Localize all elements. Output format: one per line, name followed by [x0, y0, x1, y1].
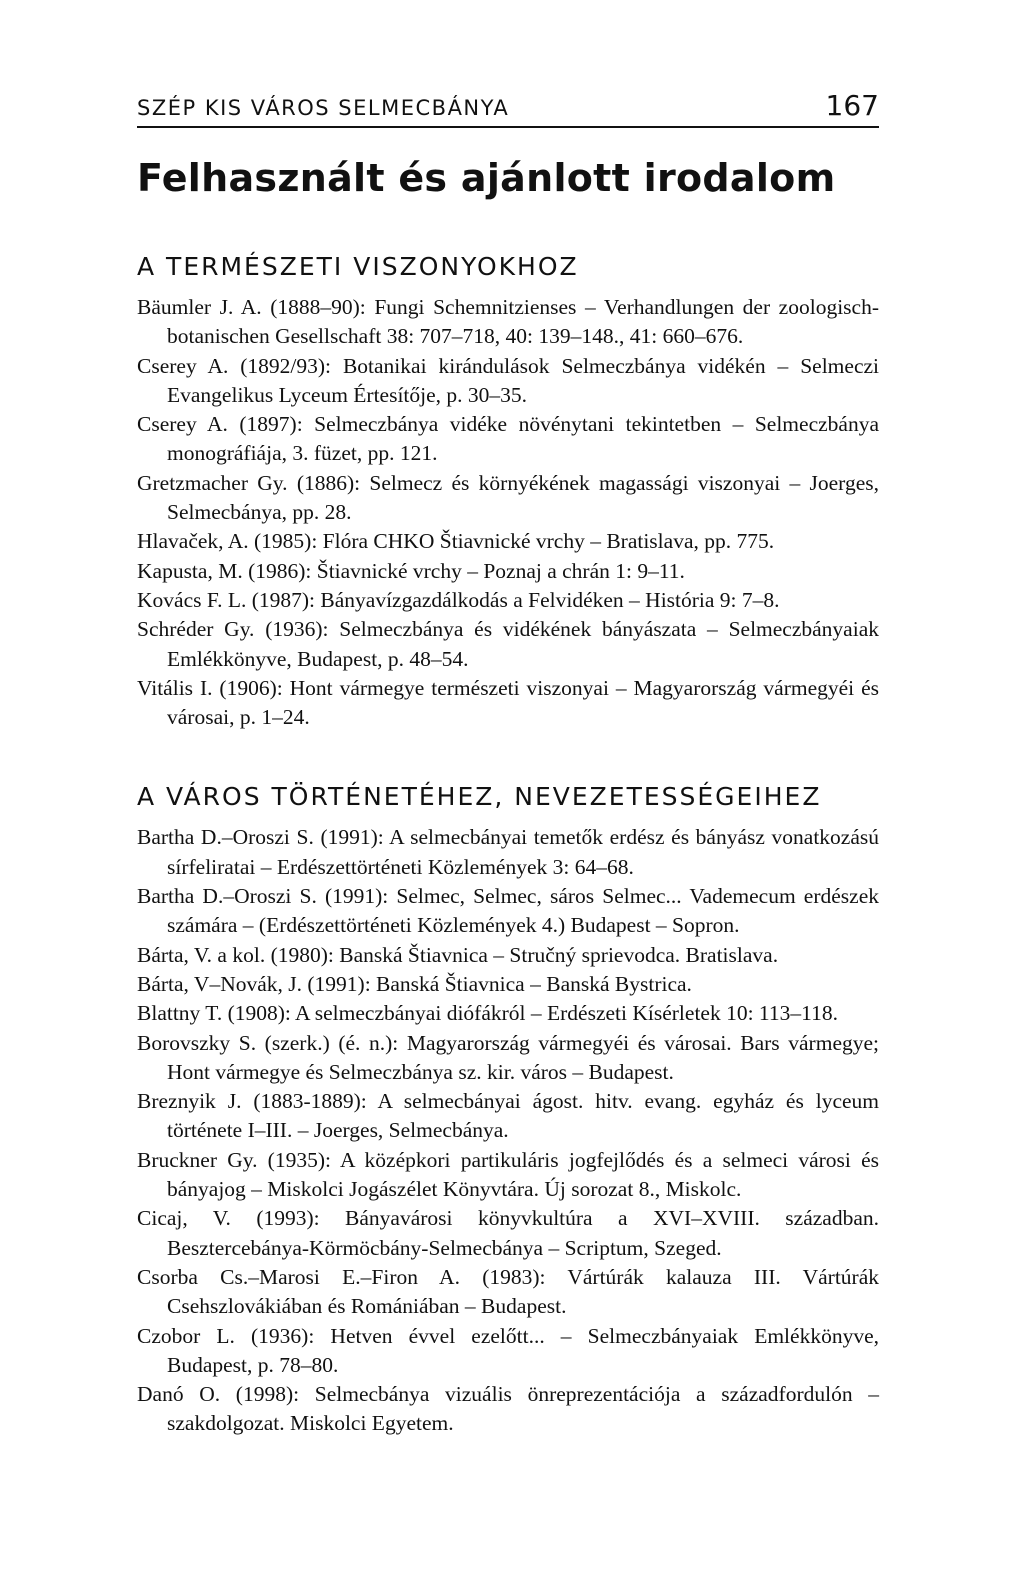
reference-entry: Csorba Cs.–Marosi E.–Firon A. (1983): Vártúrák kalauza III. Vártúrák Csehszlovákiában és Romániában – Budapest.: [137, 1264, 879, 1319]
reference-entry: Hlavaček, A. (1985): Flóra CHKO Štiavnické vrchy – Bratislava, pp. 775.: [137, 529, 775, 554]
page-number: 167: [825, 89, 879, 122]
reference-entry: Czobor L. (1936): Hetven évvel ezelőtt... – Selmeczbányaiak Emlékkönyve, Budapest, p. 78–80.: [137, 1323, 879, 1377]
section-heading-natural: A TERMÉSZETI VISZONYOKHOZ: [137, 252, 579, 281]
reference-entry: Bárta, V–Novák, J. (1991): Banská Štiavnica – Banská Bystrica.: [137, 971, 692, 996]
running-title: SZÉP KIS VÁROS SELMECBÁNYA: [137, 96, 510, 120]
reference-entry: Danó O. (1998): Selmecbánya vizuális önreprezentációja a századfordulón – szakdolgozat. Miskolci Egyetem.: [137, 1382, 879, 1436]
reference-entry: Bäumler J. A. (1888–90): Fungi Schemnitzienses – Verhandlungen der zoologisch-botanischen Gesellschaft 38: 707–718, 40: 139–148., 41: 660–676.: [137, 295, 879, 349]
reference-entry: Borovszky S. (szerk.) (é. n.): Magyarország vármegyéi és városai. Bars vármegye; Hont vármegye és Selmeczbánya sz. kir. város – Budapest.: [137, 1030, 879, 1084]
chapter-title: Felhasznált és ajánlott irodalom: [137, 156, 836, 200]
section-heading-history: A VÁROS TÖRTÉNETÉHEZ, NEVEZETESSÉGEIHEZ: [137, 782, 822, 812]
running-header: [137, 86, 879, 128]
reference-entry: Bartha D.–Oroszi S. (1991): Selmec, Selmec, sáros Selmec... Vademecum erdészek számára – (Erdészettörténeti Közlemények 4.) Budapest – Sopron.: [137, 884, 879, 938]
reference-entry: Cserey A. (1897): Selmeczbánya vidéke növénytani tekintetben – Selmeczbánya monográfiája, 3. füzet, pp. 121.: [137, 412, 879, 466]
reference-entry: Breznyik J. (1883-1889): A selmecbányai ágost. hitv. evang. egyház és lyceum története I–III. – Joerges, Selmecbánya.: [137, 1089, 879, 1143]
reference-entry: Cicaj, V. (1993): Bányavárosi könyvkultúra a XVI–XVIII. században. Besztercebánya-Körmöcbány-Selmecbánya – Scriptum, Szeged.: [137, 1206, 879, 1260]
reference-list-natural: [137, 293, 879, 732]
reference-entry: Kapusta, M. (1986): Štiavnické vrchy – Poznaj a chrán 1: 9–11.: [137, 558, 685, 583]
reference-entry: Bartha D.–Oroszi S. (1991): A selmecbányai temetők erdész és bányász vonatkozású sírfeliratai – Erdészettörténeti Közlemények 3: 64–68.: [137, 825, 879, 879]
reference-entry: Blattny T. (1908): A selmeczbányai diófákról – Erdészeti Kísérletek 10: 113–118.: [137, 1001, 838, 1026]
reference-entry: Bárta, V. a kol. (1980): Banská Štiavnica – Stručný sprievodca. Bratislava.: [137, 942, 779, 967]
reference-entry: Kovács F. L. (1987): Bányavízgazdálkodás a Felvidéken – História 9: 7–8.: [137, 587, 780, 612]
book-page: [137, 86, 879, 1439]
reference-list-history: [137, 823, 879, 1438]
reference-entry: Bruckner Gy. (1935): A középkori partikuláris jogfejlődés és a selmeci városi és bányajog – Miskolci Jogászélet Könyvtára. Új sorozat 8., Miskolc.: [137, 1147, 879, 1202]
reference-entry: Gretzmacher Gy. (1886): Selmecz és környékének magassági viszonyai – Joerges, Selmecbánya, pp. 28.: [137, 470, 879, 525]
reference-entry: Cserey A. (1892/93): Botanikai kirándulások Selmeczbánya vidékén – Selmeczi Evangelikus Lyceum Értesítője, p. 30–35.: [137, 353, 879, 407]
reference-entry: Schréder Gy. (1936): Selmeczbánya és vidékének bányászata – Selmeczbányaiak Emlékkönyve, Budapest, p. 48–54.: [137, 617, 879, 671]
reference-entry: Vitális I. (1906): Hont vármegye természeti viszonyai – Magyarország vármegyéi és városai, p. 1–24.: [137, 675, 879, 730]
